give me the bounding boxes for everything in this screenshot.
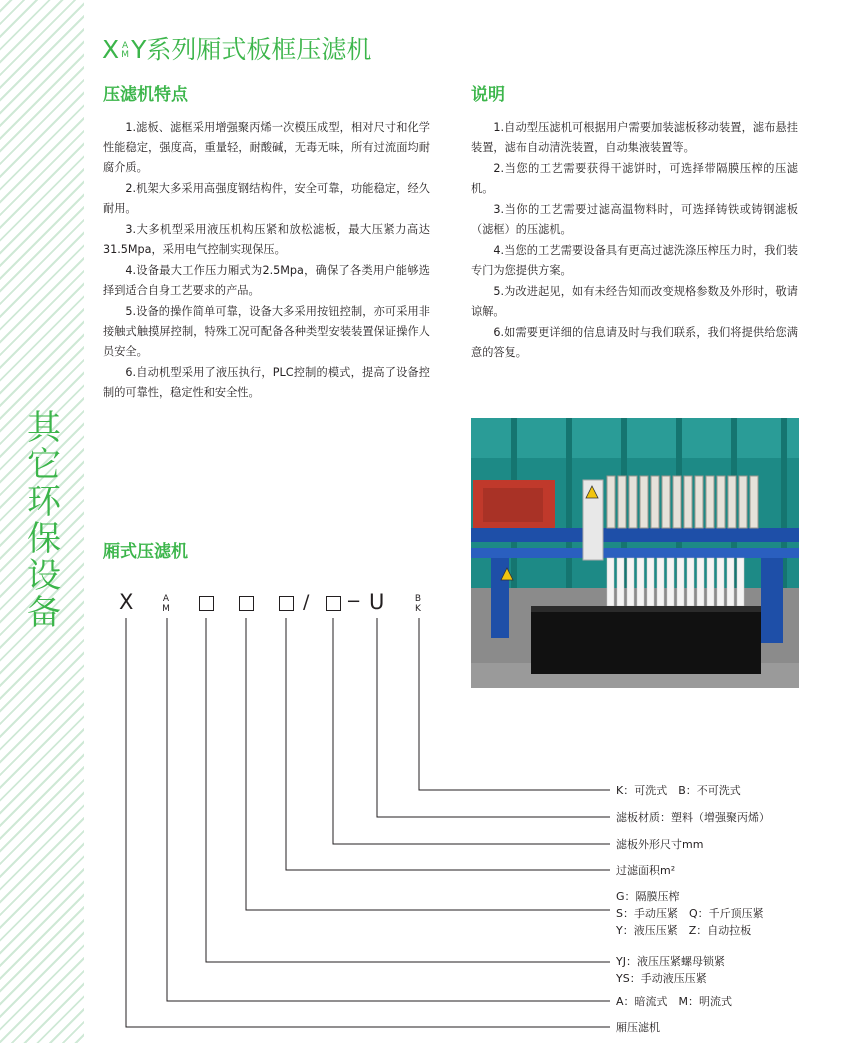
side-title-char: 设: [27, 556, 61, 596]
feature-item: 6.自动机型采用了液压执行，PLC控制的模式，提高了设备控制的可靠性，稳定性和安全性。: [103, 366, 430, 399]
model-code-u: U: [369, 590, 385, 614]
side-title-char: 其: [27, 408, 61, 448]
title-rest: Y系列厢式板框压滤机: [131, 35, 372, 64]
note-item: 1.自动型压滤机可根据用户需要加装滤板移动装置，滤布悬挂装置，滤布自动清洗装置，自动集液装置等。: [471, 121, 798, 154]
model-code-x: X: [119, 590, 134, 614]
feature-item: 2.机架大多采用高强度钢结构件，安全可靠，功能稳定，经久耐用。: [103, 182, 430, 215]
side-title-char: 它: [27, 445, 61, 485]
legend-plate-material: 滤板材质：塑料（增强聚丙烯）: [616, 811, 770, 824]
features-heading: 压滤机特点: [103, 85, 188, 105]
note-item: 3.当你的工艺需要过滤高温物料时，可选择铸铁或铸钢滤板（滤框）的压滤机。: [471, 203, 798, 236]
side-title-char: 保: [27, 519, 61, 559]
note-item: 6.如需要更详细的信息请及时与我们联系，我们将提供给您满意的答复。: [471, 326, 798, 359]
legend-plate-size: 滤板外形尺寸mm: [616, 838, 704, 851]
note-item: 5.为改进起见，如有未经告知而改变规格参数及外形时，敬请谅解。: [471, 285, 798, 318]
legend-press-hydraulic: Y：液压压紧 Z：自动拉板: [616, 924, 752, 937]
legend-press-manual: S：手动压紧 Q：千斤顶压紧: [616, 907, 764, 920]
feature-item: 4.设备最大工作压力厢式为2.5Mpa，确保了各类用户能够选择到适合自身工艺要求的产品。: [103, 264, 430, 297]
model-code-slash: /: [303, 591, 310, 613]
legend-wash-type: K：可洗式 B：不可洗式: [616, 784, 741, 797]
legend-lock-nut: YJ：液压压紧螺母锁紧: [616, 955, 725, 968]
note-item: 4.当您的工艺需要设备具有更高过滤洗涤压榨压力时，我们装专门为您提供方案。: [471, 244, 798, 277]
feature-item: 3.大多机型采用液压机构压紧和放松滤板，最大压紧力高达31.5Mpa，采用电气控制实现保压。: [103, 223, 430, 256]
legend-chamber-press: 厢压滤机: [616, 1021, 660, 1034]
model-code-dash: −: [346, 591, 362, 612]
side-title-char: 环: [27, 482, 61, 522]
feature-item: 1.滤板、滤框采用增强聚丙烯一次模压成型，相对尺寸和化学性能稳定，强度高，重量轻，耐酸碱，无毒无味，所有过流面均耐腐介质。: [103, 121, 430, 174]
model-heading: 厢式压滤机: [103, 542, 188, 562]
legend-manual-hydraulic: YS：手动液压压紧: [616, 972, 707, 985]
model-code-bk-top: B: [414, 594, 422, 604]
notes-heading: 说明: [471, 85, 505, 105]
side-title-char: 备: [27, 593, 61, 633]
model-code-am-bottom: M: [162, 604, 170, 614]
title-sup-top: A: [122, 41, 129, 51]
title-sup-bottom: M: [121, 50, 130, 60]
feature-item: 5.设备的操作简单可靠，设备大多采用按钮控制，亦可采用非接触式触摸屏控制，特殊工况可配备各种类型安装装置保证操作人员安全。: [103, 305, 430, 358]
title-prefix: X: [102, 35, 120, 64]
legend-filter-area: 过滤面积m²: [616, 864, 676, 877]
model-code-am-top: A: [162, 594, 170, 604]
legend-press-membrane: G：隔膜压榨: [616, 890, 680, 903]
legend-flow-type: A：暗流式 M：明流式: [616, 995, 733, 1008]
model-code-bk-bottom: K: [415, 604, 421, 614]
note-item: 2.当您的工艺需要获得干滤饼时，可选择带隔膜压榨的压滤机。: [471, 162, 798, 195]
